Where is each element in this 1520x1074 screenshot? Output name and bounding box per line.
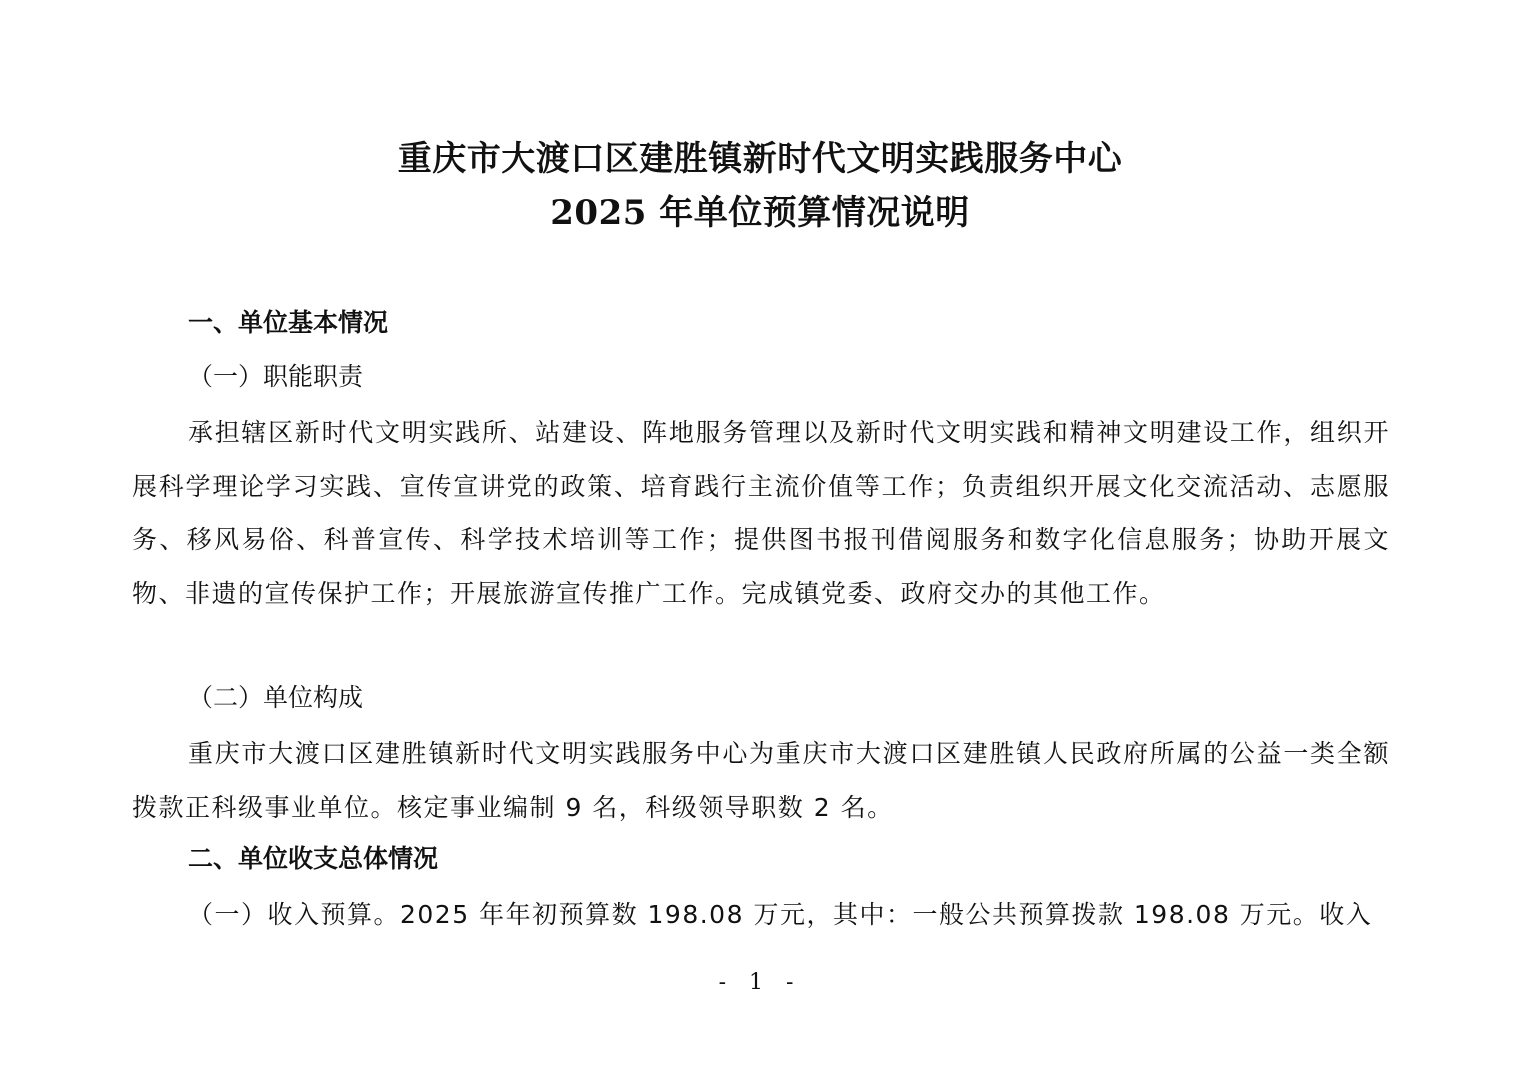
section1-sub2-paragraph: 重庆市大渡口区建胜镇新时代文明实践服务中心为重庆市大渡口区建胜镇人民政府所属的公益一类全额拨款正科级事业单位。核定事业编制 9 名，科级领导职数 2 名。: [132, 739, 1390, 822]
document-title-line2: 2025 年单位预算情况说明: [550, 193, 970, 233]
page-number: - 1 -: [718, 970, 802, 995]
section2-sub1-paragraph: （一）收入预算。2025 年年初预算数 198.08 万元，其中：一般公共预算拨款 198.08 万元。收入: [188, 900, 1373, 929]
section1-sub2-heading: （二）单位构成: [188, 683, 364, 712]
section1-sub1-heading: （一）职能职责: [188, 362, 364, 391]
section1-sub1-paragraph: 承担辖区新时代文明实践所、站建设、阵地服务管理以及新时代文明实践和精神文明建设工作，组织开展科学理论学习实践、宣传宣讲党的政策、培育践行主流价值等工作；负责组织开展文化交流活动、志愿服务、移风易俗、科普宣传、科学技术培训等工作；提供图书报刊借阅服务和数字化信息服务；协助开展文物、非遗的宣传保护工作；开展旅游宣传推广工作。完成镇党委、政府交办的其他工作。: [132, 418, 1390, 608]
section1-heading: 一、单位基本情况: [188, 308, 389, 337]
section2-heading: 二、单位收支总体情况: [188, 844, 439, 873]
document-title-line1: 重庆市大渡口区建胜镇新时代文明实践服务中心: [397, 139, 1123, 179]
